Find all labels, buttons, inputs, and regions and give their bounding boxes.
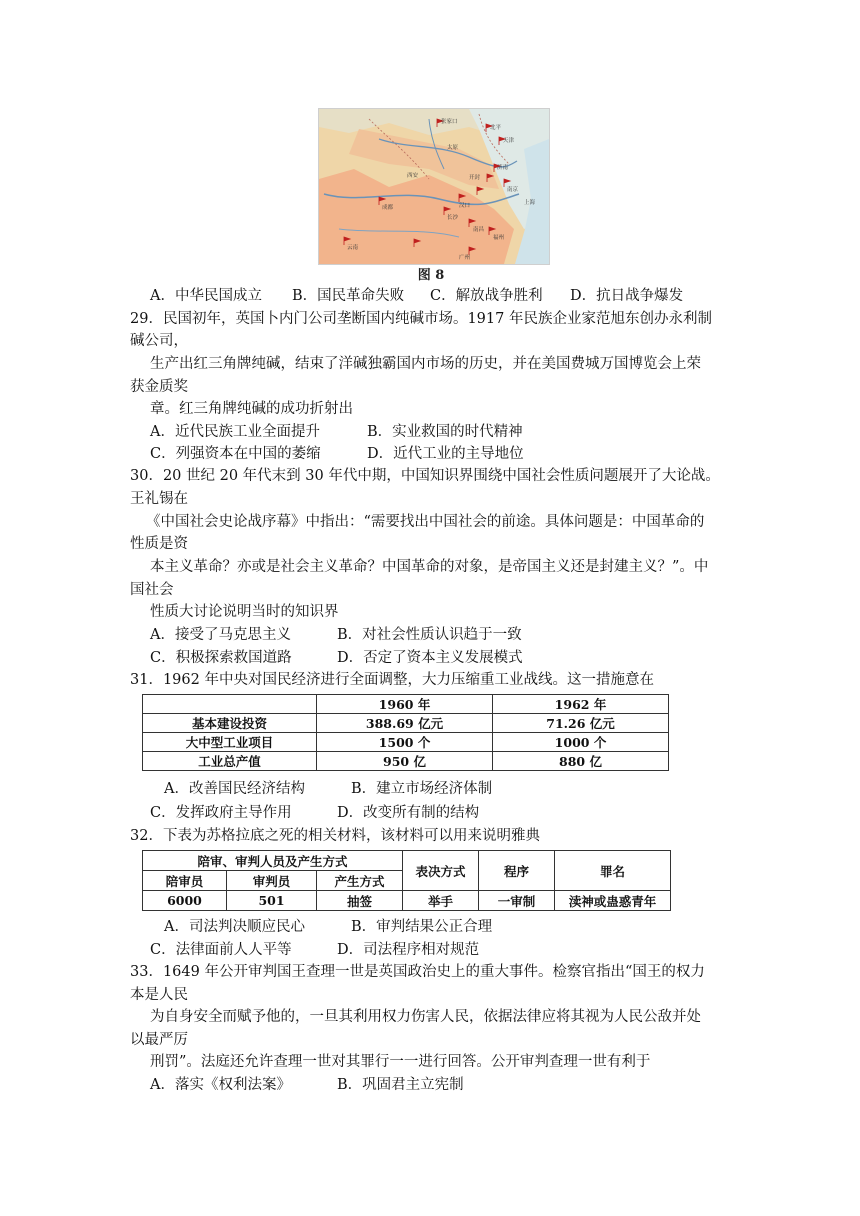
q33-option-a: A．落实《权利法案》	[150, 1077, 291, 1093]
q28-option-d: D．抗日战争爆发	[570, 288, 684, 304]
q29-stem-line: 获金质奖	[130, 379, 188, 395]
q28-option-b: B．国民革命失败	[292, 288, 405, 304]
map-figure-8	[318, 108, 550, 265]
q29-stem-line: 生产出红三角牌纯碱，结束了洋碱独霸国内市场的历史，并在美国费城万国博览会上荣	[150, 356, 701, 372]
q29-option-c: C．列强资本在中国的萎缩	[150, 446, 321, 462]
table-header-row	[143, 695, 669, 714]
q33-stem-line: 33．1649 年公开审判国王查理一世是英国政治史上的重大事件。检察官指出“国王的权力	[130, 964, 705, 980]
table-cell: 388.69 亿元	[317, 714, 493, 733]
q32-option-d: D．司法程序相对规范	[337, 942, 480, 958]
map-label: 长沙	[447, 215, 459, 221]
q30-stem-line: 性质是资	[130, 536, 188, 552]
map-image	[319, 109, 549, 264]
table-header-cell	[143, 695, 317, 714]
table-cell: 71.26 亿元	[493, 714, 669, 733]
q31-option-c: C．发挥政府主导作用	[150, 805, 292, 821]
table-header-cell: 1962 年	[493, 695, 669, 714]
table-header-cell: 程序	[479, 851, 555, 891]
q30-option-b: B．对社会性质认识趋于一致	[337, 627, 522, 643]
table-cell: 1500 个	[317, 733, 493, 752]
q30-stem-line: 国社会	[130, 582, 174, 598]
table-cell: 基本建设投资	[143, 714, 317, 733]
q32-option-b: B．审判结果公正合理	[351, 919, 493, 935]
q28-option-c: C．解放战争胜利	[430, 288, 543, 304]
map-label: 福州	[493, 235, 505, 241]
q30-stem-line: 《中国社会史论战序幕》中指出：“需要找出中国社会的前途。具体问题是：中国革命的	[146, 514, 705, 530]
q29-stem-line: 章。红三角牌纯碱的成功折射出	[150, 401, 353, 417]
q31-option-a: A．改善国民经济结构	[164, 781, 305, 797]
q31-stem: 31．1962 年中央对国民经济进行全面调整，大力压缩重工业战线。这一措施意在	[130, 672, 654, 688]
map-label: 太原	[447, 145, 459, 151]
table-header-cell: 产生方式	[317, 871, 403, 891]
table-header-cell: 表决方式	[403, 851, 479, 891]
table-cell: 渎神或蛊惑青年	[555, 891, 671, 911]
table-header-cell: 陪审员	[143, 871, 227, 891]
map-label: 南京	[507, 187, 519, 193]
q29-option-a: A．近代民族工业全面提升	[150, 424, 320, 440]
q32-stem: 32．下表为苏格拉底之死的相关材料，该材料可以用来说明雅典	[130, 828, 540, 844]
q31-option-b: B．建立市场经济体制	[351, 781, 493, 797]
table-cell: 工业总产值	[143, 752, 317, 771]
q33-stem-line: 以最严厉	[130, 1032, 188, 1048]
q30-stem-line: 本主义革命？亦或是社会主义革命？中国革命的对象，是帝国主义还是封建主义？”。中	[150, 559, 709, 575]
map-label: 济南	[497, 165, 509, 171]
table-cell: 950 亿	[317, 752, 493, 771]
q29-stem-line: 29．民国初年，英国卜内门公司垄断国内纯碱市场。1917 年民族企业家范旭东创办永利制	[130, 311, 712, 327]
q29-stem-line: 碱公司，	[130, 333, 188, 349]
q33-option-b: B．巩固君主立宪制	[337, 1077, 464, 1093]
table-cell: 1000 个	[493, 733, 669, 752]
q30-stem-line: 性质大讨论说明当时的知识界	[150, 604, 339, 620]
table-cell: 抽签	[317, 891, 403, 911]
table-cell: 举手	[403, 891, 479, 911]
q33-stem-line: 本是人民	[130, 987, 188, 1003]
q33-stem-line: 为自身安全而赋予他的，一旦其利用权力伤害人民，依据法律应将其视为人民公敌并处	[150, 1009, 701, 1025]
map-label: 西安	[407, 173, 419, 179]
q32-option-a: A．司法判决顺应民心	[164, 919, 305, 935]
q30-option-a: A．接受了马克思主义	[150, 627, 291, 643]
table-row	[143, 714, 669, 733]
table-cell: 501	[227, 891, 317, 911]
q30-stem-line: 30．20 世纪 20 年代末到 30 年代中期，中国知识界围绕中国社会性质问题展开了大论战。	[130, 468, 720, 484]
q33-stem-line: 刑罚”。法庭还允许查理一世对其罪行一一进行回答。公开审判查理一世有利于	[150, 1054, 651, 1070]
table-cell: 一审制	[479, 891, 555, 911]
table-cell: 大中型工业项目	[143, 733, 317, 752]
q28-option-a: A．中华民国成立	[150, 288, 262, 304]
table-group-header: 陪审、审判人员及产生方式	[143, 851, 403, 871]
map-label: 北平	[490, 125, 502, 131]
map-label: 上海	[524, 200, 536, 206]
q30-option-c: C．积极探索救国道路	[150, 650, 292, 666]
figure-caption: 图 8	[417, 268, 445, 283]
map-label: 开封	[469, 175, 481, 181]
map-label: 南昌	[473, 227, 485, 233]
map-label: 广州	[459, 255, 471, 261]
table-row	[143, 891, 671, 911]
table-header-cell: 审判员	[227, 871, 317, 891]
table-cell: 880 亿	[493, 752, 669, 771]
q30-option-d: D．否定了资本主义发展模式	[337, 650, 523, 666]
q30-stem-line: 王礼锡在	[130, 491, 188, 507]
map-label: 张家口	[441, 119, 458, 125]
table-row	[143, 733, 669, 752]
q32-table	[142, 850, 671, 911]
map-label: 天津	[503, 138, 515, 144]
q31-table	[142, 694, 669, 771]
q32-option-c: C．法律面前人人平等	[150, 942, 292, 958]
map-label: 成都	[382, 205, 394, 211]
table-header-cell: 罪名	[555, 851, 671, 891]
table-header-cell: 1960 年	[317, 695, 493, 714]
table-row	[143, 752, 669, 771]
q31-option-d: D．改变所有制的结构	[337, 805, 480, 821]
q29-option-d: D．近代工业的主导地位	[367, 446, 524, 462]
q29-option-b: B．实业救国的时代精神	[367, 424, 523, 440]
table-cell: 6000	[143, 891, 227, 911]
table-header-row	[143, 851, 671, 871]
map-label: 汉口	[459, 203, 471, 209]
map-label: 云南	[347, 245, 359, 251]
